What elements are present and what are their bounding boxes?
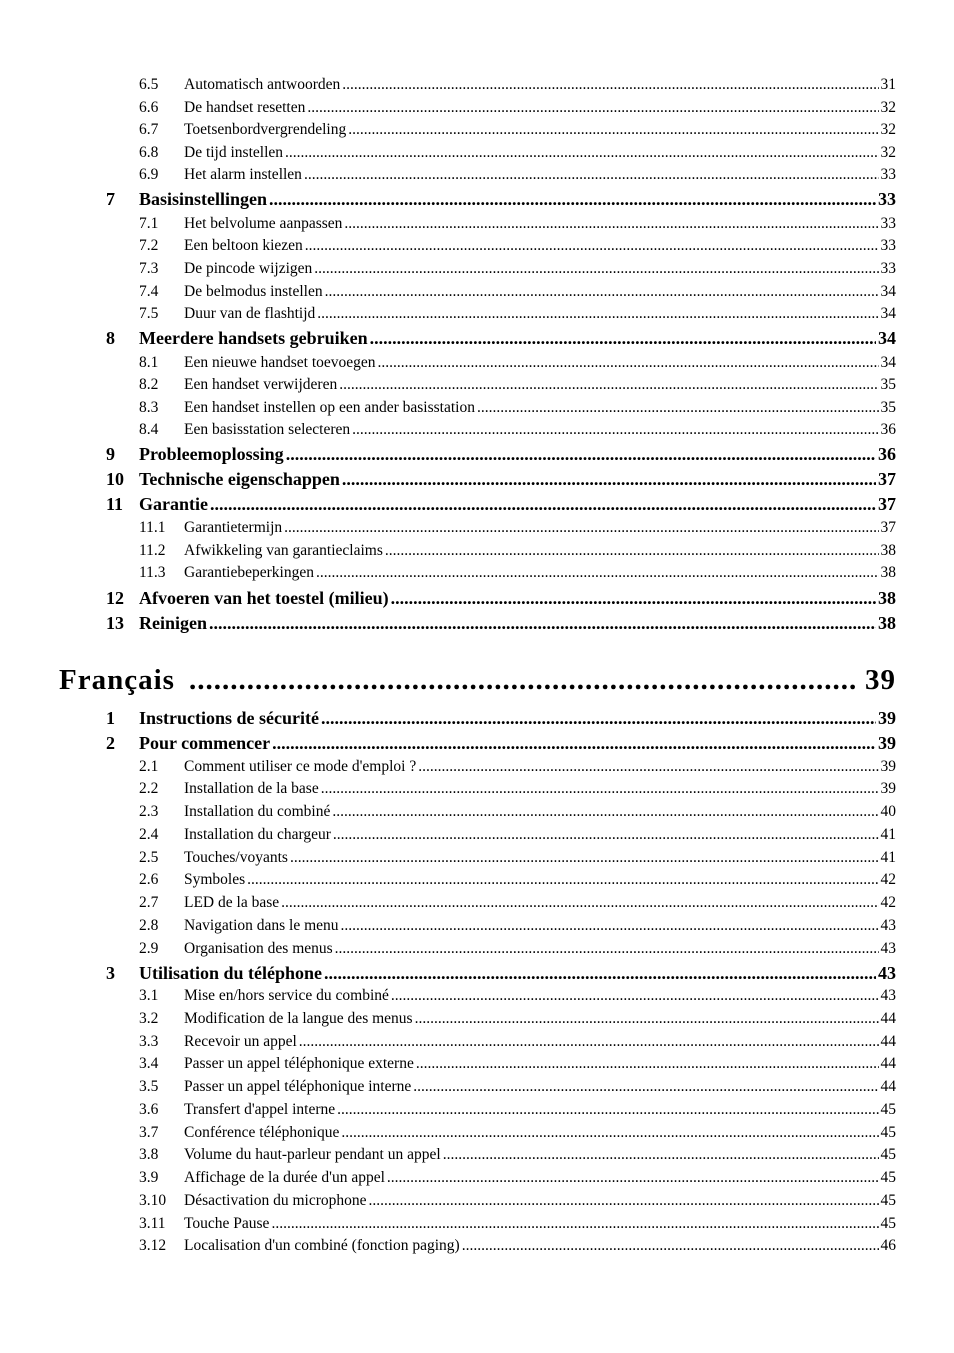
toc-entry-title: Meerdere handsets gebruiken xyxy=(139,328,368,348)
dot-leader xyxy=(304,166,879,184)
dot-leader xyxy=(317,305,878,323)
toc-entry-page-number: 34 xyxy=(880,305,896,322)
toc-entry[interactable] xyxy=(139,283,896,303)
toc-entry-page-number: 45 xyxy=(880,1101,896,1118)
toc-entry-number: 3.1 xyxy=(139,987,159,1004)
toc-entry-page-number: 38 xyxy=(880,564,896,581)
toc-entry[interactable] xyxy=(139,1215,896,1235)
toc-entry-number: 6.8 xyxy=(139,144,159,161)
dot-leader xyxy=(415,1010,879,1028)
dot-leader xyxy=(385,542,879,560)
toc-entry-number: 8.3 xyxy=(139,399,159,416)
dot-leader xyxy=(337,1101,878,1119)
toc-entry-title: Organisation des menus xyxy=(184,940,333,957)
toc-entry-title: Localisation d'un combiné (fonction paging) xyxy=(184,1237,460,1254)
toc-entry-title: De tijd instellen xyxy=(184,144,284,161)
toc-entry-title: Toetsenbordvergrendeling xyxy=(184,121,347,138)
dot-leader xyxy=(189,664,857,697)
toc-entry-page-number: 39 xyxy=(880,758,896,775)
toc-entry[interactable] xyxy=(139,542,896,562)
toc-entry-page-number: 43 xyxy=(880,940,896,957)
dot-leader xyxy=(210,494,876,515)
toc-entry[interactable] xyxy=(139,894,896,914)
toc-entry-page-number: 39 xyxy=(865,664,896,696)
toc-entry-number: 8 xyxy=(106,328,115,348)
toc-entry-title: De handset resetten xyxy=(184,99,306,116)
toc-entry-number: 3.11 xyxy=(139,1215,166,1232)
toc-entry-number: 2.3 xyxy=(139,803,159,820)
toc-entry-title: Modification de la langue des menus xyxy=(184,1010,413,1027)
toc-entry-number: 6.5 xyxy=(139,76,159,93)
toc-entry-number: 7.2 xyxy=(139,237,159,254)
toc-entry-title: Een nieuwe handset toevoegen xyxy=(184,354,376,371)
toc-entry-number: 2.5 xyxy=(139,849,159,866)
toc-entry-page-number: 41 xyxy=(880,849,896,866)
toc-entry[interactable] xyxy=(139,1055,896,1075)
dot-leader xyxy=(341,1124,878,1142)
toc-chapter-entry[interactable] xyxy=(106,588,896,610)
toc-entry-number: 3.4 xyxy=(139,1055,159,1072)
toc-entry-page-number: 38 xyxy=(880,542,896,559)
toc-entry-page-number: 31 xyxy=(880,76,896,93)
toc-entry[interactable] xyxy=(139,1101,896,1121)
dot-leader xyxy=(271,1215,878,1233)
toc-entry-number: 3.7 xyxy=(139,1124,159,1141)
toc-chapter-entry[interactable] xyxy=(106,613,896,635)
toc-entry-title: Afwikkeling van garantieclaims xyxy=(184,542,383,559)
toc-entry[interactable] xyxy=(139,166,896,186)
toc-entry-page-number: 43 xyxy=(880,987,896,1004)
dot-leader xyxy=(369,1192,879,1210)
toc-entry-page-number: 42 xyxy=(880,871,896,888)
toc-entry[interactable] xyxy=(139,260,896,280)
toc-chapter-entry[interactable] xyxy=(106,328,896,350)
toc-chapter-entry[interactable] xyxy=(106,733,896,755)
toc-entry-number: 11.1 xyxy=(139,519,166,536)
toc-entry[interactable] xyxy=(139,144,896,164)
toc-entry-number: 11 xyxy=(106,494,124,514)
toc-entry[interactable] xyxy=(139,519,896,539)
toc-chapter-entry[interactable] xyxy=(106,708,896,730)
dot-leader xyxy=(344,215,878,233)
toc-entry-title: Een basisstation selecteren xyxy=(184,421,351,438)
toc-entry-page-number: 45 xyxy=(880,1169,896,1186)
toc-entry-title: Installation de la base xyxy=(184,780,319,797)
toc-entry-title: Symboles xyxy=(184,871,246,888)
toc-entry-number: 3.10 xyxy=(139,1192,167,1209)
toc-entry-title: Technische eigenschappen xyxy=(139,469,340,489)
toc-entry-number: 2.9 xyxy=(139,940,159,957)
toc-entry-page-number: 39 xyxy=(880,780,896,797)
toc-entry[interactable] xyxy=(139,99,896,119)
toc-entry[interactable] xyxy=(139,1192,896,1212)
toc-entry[interactable] xyxy=(139,1237,896,1257)
toc-entry-page-number: 39 xyxy=(878,708,896,728)
toc-entry-page-number: 36 xyxy=(878,444,896,464)
toc-entry-page-number: 44 xyxy=(880,1078,896,1095)
toc-entry-title: Transfert d'appel interne xyxy=(184,1101,336,1118)
toc-entry-title: Affichage de la durée d'un appel xyxy=(184,1169,385,1186)
dot-leader xyxy=(413,1078,878,1096)
toc-entry-page-number: 45 xyxy=(880,1192,896,1209)
dot-leader xyxy=(333,826,879,844)
toc-entry-title: Volume du haut-parleur pendant un appel xyxy=(184,1146,441,1163)
toc-entry-number: 8.1 xyxy=(139,354,159,371)
toc-entry-page-number: 34 xyxy=(878,328,896,348)
toc-entry-title: Français xyxy=(59,664,175,696)
toc-entry-page-number: 38 xyxy=(878,588,896,608)
dot-leader xyxy=(281,894,878,912)
dot-leader xyxy=(339,376,878,394)
toc-entry-title: Basisinstellingen xyxy=(139,189,268,209)
toc-entry[interactable] xyxy=(139,758,896,778)
toc-entry-page-number: 35 xyxy=(880,376,896,393)
toc-entry-page-number: 32 xyxy=(880,144,896,161)
toc-entry-title: Passer un appel téléphonique externe xyxy=(184,1055,414,1072)
toc-entry-page-number: 45 xyxy=(880,1215,896,1232)
toc-entry[interactable] xyxy=(139,1078,896,1098)
dot-leader xyxy=(342,76,878,94)
dot-leader xyxy=(418,758,878,776)
toc-entry-page-number: 33 xyxy=(880,166,896,183)
toc-entry-title: Recevoir un appel xyxy=(184,1033,297,1050)
toc-entry-number: 7.4 xyxy=(139,283,159,300)
toc-entry-page-number: 33 xyxy=(880,215,896,232)
toc-entry-page-number: 33 xyxy=(880,260,896,277)
toc-entry-number: 6.6 xyxy=(139,99,159,116)
dot-leader xyxy=(335,940,879,958)
dot-leader xyxy=(378,354,879,372)
toc-entry-page-number: 33 xyxy=(880,237,896,254)
toc-entry-title: Pour commencer xyxy=(139,733,271,753)
toc-entry[interactable] xyxy=(139,305,896,325)
toc-entry-page-number: 41 xyxy=(880,826,896,843)
dot-leader xyxy=(325,283,879,301)
toc-entry-title: Utilisation du téléphone xyxy=(139,963,323,983)
toc-entry-title: Reinigen xyxy=(139,613,208,633)
toc-entry[interactable] xyxy=(139,237,896,257)
toc-entry-number: 3.6 xyxy=(139,1101,159,1118)
toc-entry-page-number: 44 xyxy=(880,1033,896,1050)
toc-entry-page-number: 34 xyxy=(880,354,896,371)
dot-leader xyxy=(416,1055,879,1073)
toc-entry-title: Duur van de flashtijd xyxy=(184,305,316,322)
dot-leader xyxy=(341,917,879,935)
toc-entry-title: Installation du chargeur xyxy=(184,826,331,843)
toc-entry-page-number: 44 xyxy=(880,1010,896,1027)
dot-leader xyxy=(285,144,878,162)
toc-entry-number: 2.4 xyxy=(139,826,159,843)
toc-entry[interactable] xyxy=(139,940,896,960)
toc-entry-number: 3 xyxy=(106,963,115,983)
toc-entry-title: Probleemoplossing xyxy=(139,444,284,464)
toc-entry-title: Het alarm instellen xyxy=(184,166,302,183)
dot-leader xyxy=(332,803,878,821)
toc-entry-page-number: 43 xyxy=(880,917,896,934)
dot-leader xyxy=(321,780,879,798)
toc-entry-page-number: 37 xyxy=(880,519,896,536)
toc-entry[interactable] xyxy=(139,564,896,584)
toc-entry-page-number: 35 xyxy=(880,399,896,416)
toc-entry-page-number: 39 xyxy=(878,733,896,753)
toc-entry-number: 6.9 xyxy=(139,166,159,183)
dot-leader xyxy=(272,733,876,754)
toc-entry-number: 2.7 xyxy=(139,894,159,911)
toc-entry-number: 3.12 xyxy=(139,1237,167,1254)
dot-leader xyxy=(305,237,879,255)
toc-entry-page-number: 40 xyxy=(880,803,896,820)
toc-entry[interactable] xyxy=(139,987,896,1007)
toc-entry-title: Installation du combiné xyxy=(184,803,331,820)
dot-leader xyxy=(342,469,876,490)
toc-entry-title: Navigation dans le menu xyxy=(184,917,339,934)
dot-leader xyxy=(284,519,878,537)
toc-entry-number: 2.2 xyxy=(139,780,159,797)
toc-entry-number: 9 xyxy=(106,444,115,464)
toc-entry-page-number: 37 xyxy=(878,469,896,489)
toc-entry-title: Garantiebeperkingen xyxy=(184,564,314,581)
toc-entry-number: 7 xyxy=(106,189,115,209)
toc-entry-title: Désactivation du microphone xyxy=(184,1192,367,1209)
toc-entry-number: 2.1 xyxy=(139,758,159,775)
toc-entry-title: Comment utiliser ce mode d'emploi ? xyxy=(184,758,417,775)
toc-entry-number: 3.5 xyxy=(139,1078,159,1095)
toc-entry[interactable] xyxy=(139,121,896,141)
dot-leader xyxy=(209,613,876,634)
toc-entry-title: Het belvolume aanpassen xyxy=(184,215,343,232)
dot-leader xyxy=(352,421,878,439)
toc-entry-number: 3.9 xyxy=(139,1169,159,1186)
toc-entry[interactable] xyxy=(139,803,896,823)
toc-entry-title: Een handset instellen op een ander basisstation xyxy=(184,399,475,416)
toc-entry[interactable] xyxy=(139,1010,896,1030)
toc-entry-number: 3.3 xyxy=(139,1033,159,1050)
toc-chapter-entry[interactable] xyxy=(106,963,896,985)
toc-entry-number: 8.4 xyxy=(139,421,159,438)
toc-entry-page-number: 38 xyxy=(878,613,896,633)
toc-entry[interactable] xyxy=(139,421,896,441)
toc-entry[interactable] xyxy=(139,376,896,396)
toc-entry-title: Een beltoon kiezen xyxy=(184,237,303,254)
toc-entry-page-number: 37 xyxy=(878,494,896,514)
dot-leader xyxy=(269,189,876,210)
toc-entry-title: Instructions de sécurité xyxy=(139,708,319,728)
dot-leader xyxy=(391,588,876,609)
toc-entry-page-number: 42 xyxy=(880,894,896,911)
toc-entry-number: 6.7 xyxy=(139,121,159,138)
dot-leader xyxy=(370,328,876,349)
toc-entry-title: Afvoeren van het toestel (milieu) xyxy=(139,588,389,608)
toc-entry-title: De pincode wijzigen xyxy=(184,260,313,277)
toc-entry-page-number: 44 xyxy=(880,1055,896,1072)
toc-entry-page-number: 33 xyxy=(878,189,896,209)
toc-entry-number: 8.2 xyxy=(139,376,159,393)
toc-entry-number: 12 xyxy=(106,588,124,608)
dot-leader xyxy=(391,987,879,1005)
toc-entry[interactable] xyxy=(139,1033,896,1053)
toc-entry-page-number: 34 xyxy=(880,283,896,300)
toc-entry-title: Garantie xyxy=(139,494,208,514)
toc-entry-number: 11.3 xyxy=(139,564,166,581)
toc-entry-number: 2 xyxy=(106,733,115,753)
toc-entry-number: 7.1 xyxy=(139,215,159,232)
toc-entry-page-number: 43 xyxy=(878,963,896,983)
dot-leader xyxy=(348,121,878,139)
toc-entry[interactable] xyxy=(139,826,896,846)
toc-entry-number: 1 xyxy=(106,708,115,728)
dot-leader xyxy=(299,1033,879,1051)
toc-entry-number: 7.3 xyxy=(139,260,159,277)
toc-entry-title: Touches/voyants xyxy=(184,849,288,866)
toc-entry[interactable] xyxy=(139,849,896,869)
toc-chapter-entry[interactable] xyxy=(106,444,896,466)
toc-entry[interactable] xyxy=(139,354,896,374)
dot-leader xyxy=(247,871,878,889)
dot-leader xyxy=(286,444,876,465)
dot-leader xyxy=(307,99,878,117)
dot-leader xyxy=(316,564,879,582)
toc-entry-page-number: 45 xyxy=(880,1146,896,1163)
toc-entry-number: 11.2 xyxy=(139,542,166,559)
dot-leader xyxy=(477,399,879,417)
toc-entry[interactable] xyxy=(139,1124,896,1144)
toc-entry-number: 2.6 xyxy=(139,871,159,888)
toc-entry-page-number: 45 xyxy=(880,1124,896,1141)
toc-entry[interactable] xyxy=(139,399,896,419)
toc-entry[interactable] xyxy=(139,215,896,235)
dot-leader xyxy=(387,1169,879,1187)
dot-leader xyxy=(314,260,878,278)
toc-entry[interactable] xyxy=(139,1146,896,1166)
toc-chapter-entry[interactable] xyxy=(106,469,896,491)
toc-section-heading[interactable] xyxy=(59,664,896,700)
dot-leader xyxy=(443,1146,879,1164)
toc-entry-page-number: 32 xyxy=(880,99,896,116)
toc-entry-title: Touche Pause xyxy=(184,1215,270,1232)
toc-entry-page-number: 46 xyxy=(880,1237,896,1254)
toc-entry-title: Een handset verwijderen xyxy=(184,376,338,393)
toc-entry-title: Garantietermijn xyxy=(184,519,283,536)
toc-entry[interactable] xyxy=(139,1169,896,1189)
toc-entry-number: 3.8 xyxy=(139,1146,159,1163)
toc-entry-number: 2.8 xyxy=(139,917,159,934)
toc-entry-number: 3.2 xyxy=(139,1010,159,1027)
toc-entry-number: 10 xyxy=(106,469,124,489)
toc-entry-page-number: 32 xyxy=(880,121,896,138)
toc-entry-title: Conférence téléphonique xyxy=(184,1124,340,1141)
dot-leader xyxy=(321,708,876,729)
toc-entry-title: Passer un appel téléphonique interne xyxy=(184,1078,412,1095)
dot-leader xyxy=(324,963,876,984)
toc-entry-title: LED de la base xyxy=(184,894,280,911)
dot-leader xyxy=(462,1237,879,1255)
toc-entry[interactable] xyxy=(139,76,896,96)
toc-entry[interactable] xyxy=(139,780,896,800)
toc-chapter-entry[interactable] xyxy=(106,494,896,516)
toc-entry-page-number: 36 xyxy=(880,421,896,438)
toc-entry-number: 13 xyxy=(106,613,124,633)
toc-entry[interactable] xyxy=(139,871,896,891)
toc-entry-number: 7.5 xyxy=(139,305,159,322)
toc-entry-title: Automatisch antwoorden xyxy=(184,76,341,93)
toc-entry[interactable] xyxy=(139,917,896,937)
toc-chapter-entry[interactable] xyxy=(106,189,896,211)
toc-entry-title: De belmodus instellen xyxy=(184,283,323,300)
dot-leader xyxy=(290,849,879,867)
toc-entry-title: Mise en/hors service du combiné xyxy=(184,987,389,1004)
